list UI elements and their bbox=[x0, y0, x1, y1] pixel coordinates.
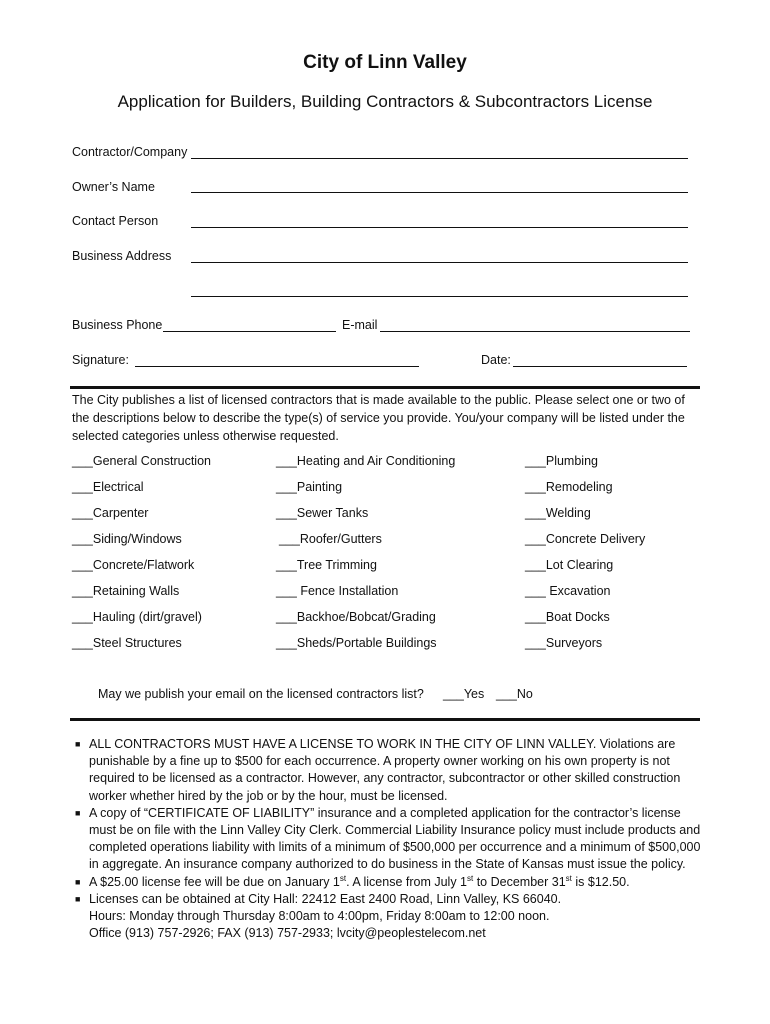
contractor-field[interactable] bbox=[191, 158, 688, 159]
category-concrete-flatwork[interactable]: ___Concrete/Flatwork bbox=[72, 558, 195, 572]
category-fence-installation[interactable]: ___ Fence Installation bbox=[276, 584, 399, 598]
fee-text-1: A $25.00 license fee will be due on January 1 bbox=[89, 874, 340, 889]
category-tree-trimming[interactable]: ___Tree Trimming bbox=[276, 558, 377, 572]
section-divider-top bbox=[70, 386, 700, 389]
category-electrical[interactable]: ___Electrical bbox=[72, 480, 144, 494]
category-heating-air[interactable]: ___Heating and Air Conditioning bbox=[276, 454, 456, 468]
requirement-insurance-text: A copy of “CERTIFICATE OF LIABILITY” insurance and a completed application for the contractor’s license must be on file with the Linn Valley City Clerk. Commercial Liability Insurance policy must include products and completed operations liability with limits of a minimum of $500,000 per occurrence and a minimum of $500,000 in aggregate. An insurance company authorized to do business in the State of Kansas must issue the policy. bbox=[89, 805, 701, 872]
date-field[interactable] bbox=[513, 366, 687, 367]
fee-text-3: to December 31 bbox=[473, 874, 566, 889]
category-sewer-tanks[interactable]: ___Sewer Tanks bbox=[276, 506, 369, 520]
fee-sup-3: st bbox=[565, 873, 572, 883]
category-carpenter[interactable]: ___Carpenter bbox=[72, 506, 149, 520]
bullet-icon: ■ bbox=[75, 893, 81, 904]
requirements-list bbox=[72, 736, 704, 942]
bullet-icon: ■ bbox=[75, 739, 81, 749]
page-title: City of Linn Valley bbox=[303, 52, 467, 73]
email-label: E-mail bbox=[342, 318, 378, 332]
requirement-fee bbox=[72, 874, 704, 891]
fee-text-4: is $12.50. bbox=[571, 874, 630, 889]
intro-paragraph: The City publishes a list of licensed contractors that is made available to the public. Please select one or two of the descriptions below to describe the type(s) of service you provide. You/your company will be listed under the selected categories unless otherwise requested. bbox=[72, 393, 685, 443]
address-field-line1[interactable] bbox=[191, 262, 688, 263]
category-hauling[interactable]: ___Hauling (dirt/gravel) bbox=[72, 610, 202, 624]
owner-label: Owner’s Name bbox=[72, 180, 155, 194]
category-roofer-gutters[interactable]: ___Roofer/Gutters bbox=[279, 532, 382, 546]
requirement-city-hall bbox=[72, 891, 704, 943]
category-plumbing[interactable]: ___Plumbing bbox=[525, 454, 598, 468]
category-lot-clearing[interactable]: ___Lot Clearing bbox=[525, 558, 614, 572]
category-boat-docks[interactable]: ___Boat Docks bbox=[525, 610, 610, 624]
bullet-icon: ■ bbox=[75, 876, 81, 887]
category-excavation[interactable]: ___ Excavation bbox=[525, 584, 611, 598]
category-steel-structures[interactable]: ___Steel Structures bbox=[72, 636, 182, 650]
page-subtitle: Application for Builders, Building Contractors & Subcontractors License bbox=[117, 92, 653, 111]
category-remodeling[interactable]: ___Remodeling bbox=[525, 480, 613, 494]
requirement-license-text: ALL CONTRACTORS MUST HAVE A LICENSE TO WORK IN THE CITY OF LINN VALLEY. Violations are punishable by a fine up to $500 for each occurrence. A property owner working on his own property is not required to be licensed as a contractor. However, any contractor, subcontractor or other skilled construction worker whether hired by the job or by the hour, must be licensed. bbox=[89, 737, 681, 803]
category-general-construction[interactable]: ___General Construction bbox=[72, 454, 211, 468]
fee-sup-1: st bbox=[339, 873, 347, 883]
publish-no[interactable]: ___No bbox=[496, 687, 533, 701]
contact-field[interactable] bbox=[191, 227, 688, 228]
city-hall-address: Licenses can be obtained at City Hall: 22412 East 2400 Road, Linn Valley, KS 66040. bbox=[89, 891, 562, 906]
section-divider-bottom bbox=[70, 718, 700, 721]
contact-label: Contact Person bbox=[72, 214, 159, 228]
category-welding[interactable]: ___Welding bbox=[525, 506, 591, 520]
bullet-icon: ■ bbox=[75, 807, 81, 818]
requirement-license bbox=[72, 736, 704, 805]
category-backhoe[interactable]: ___Backhoe/Bobcat/Grading bbox=[276, 610, 436, 624]
category-concrete-delivery[interactable]: ___Concrete Delivery bbox=[525, 532, 646, 546]
contractor-label: Contractor/Company bbox=[72, 145, 188, 159]
publish-yes[interactable]: ___Yes bbox=[443, 687, 485, 701]
owner-field[interactable] bbox=[191, 192, 688, 193]
address-label: Business Address bbox=[72, 249, 172, 263]
publish-question: May we publish your email on the licensed contractors list? bbox=[98, 687, 424, 701]
fee-text-2: . A license from July 1 bbox=[346, 874, 467, 889]
category-retaining-walls[interactable]: ___Retaining Walls bbox=[72, 584, 180, 598]
phone-label: Business Phone bbox=[72, 318, 163, 332]
city-hall-contact: Office (913) 757-2926; FAX (913) 757-2933; lvcity@peoplestelecom.net bbox=[89, 926, 486, 941]
requirement-insurance bbox=[72, 805, 704, 874]
fee-sup-2: st bbox=[467, 873, 474, 883]
date-label: Date: bbox=[481, 353, 511, 367]
category-painting[interactable]: ___Painting bbox=[276, 480, 343, 494]
email-field[interactable] bbox=[380, 331, 690, 332]
address-field-line2[interactable] bbox=[191, 296, 688, 297]
signature-field[interactable] bbox=[135, 366, 419, 367]
signature-label: Signature: bbox=[72, 353, 129, 367]
phone-field[interactable] bbox=[163, 331, 336, 332]
category-surveyors[interactable]: ___Surveyors bbox=[525, 636, 603, 650]
city-hall-hours: Hours: Monday through Thursday 8:00am to 4:00pm, Friday 8:00am to 12:00 noon. bbox=[89, 909, 550, 924]
category-siding-windows[interactable]: ___Siding/Windows bbox=[72, 532, 182, 546]
category-sheds[interactable]: ___Sheds/Portable Buildings bbox=[276, 636, 437, 650]
